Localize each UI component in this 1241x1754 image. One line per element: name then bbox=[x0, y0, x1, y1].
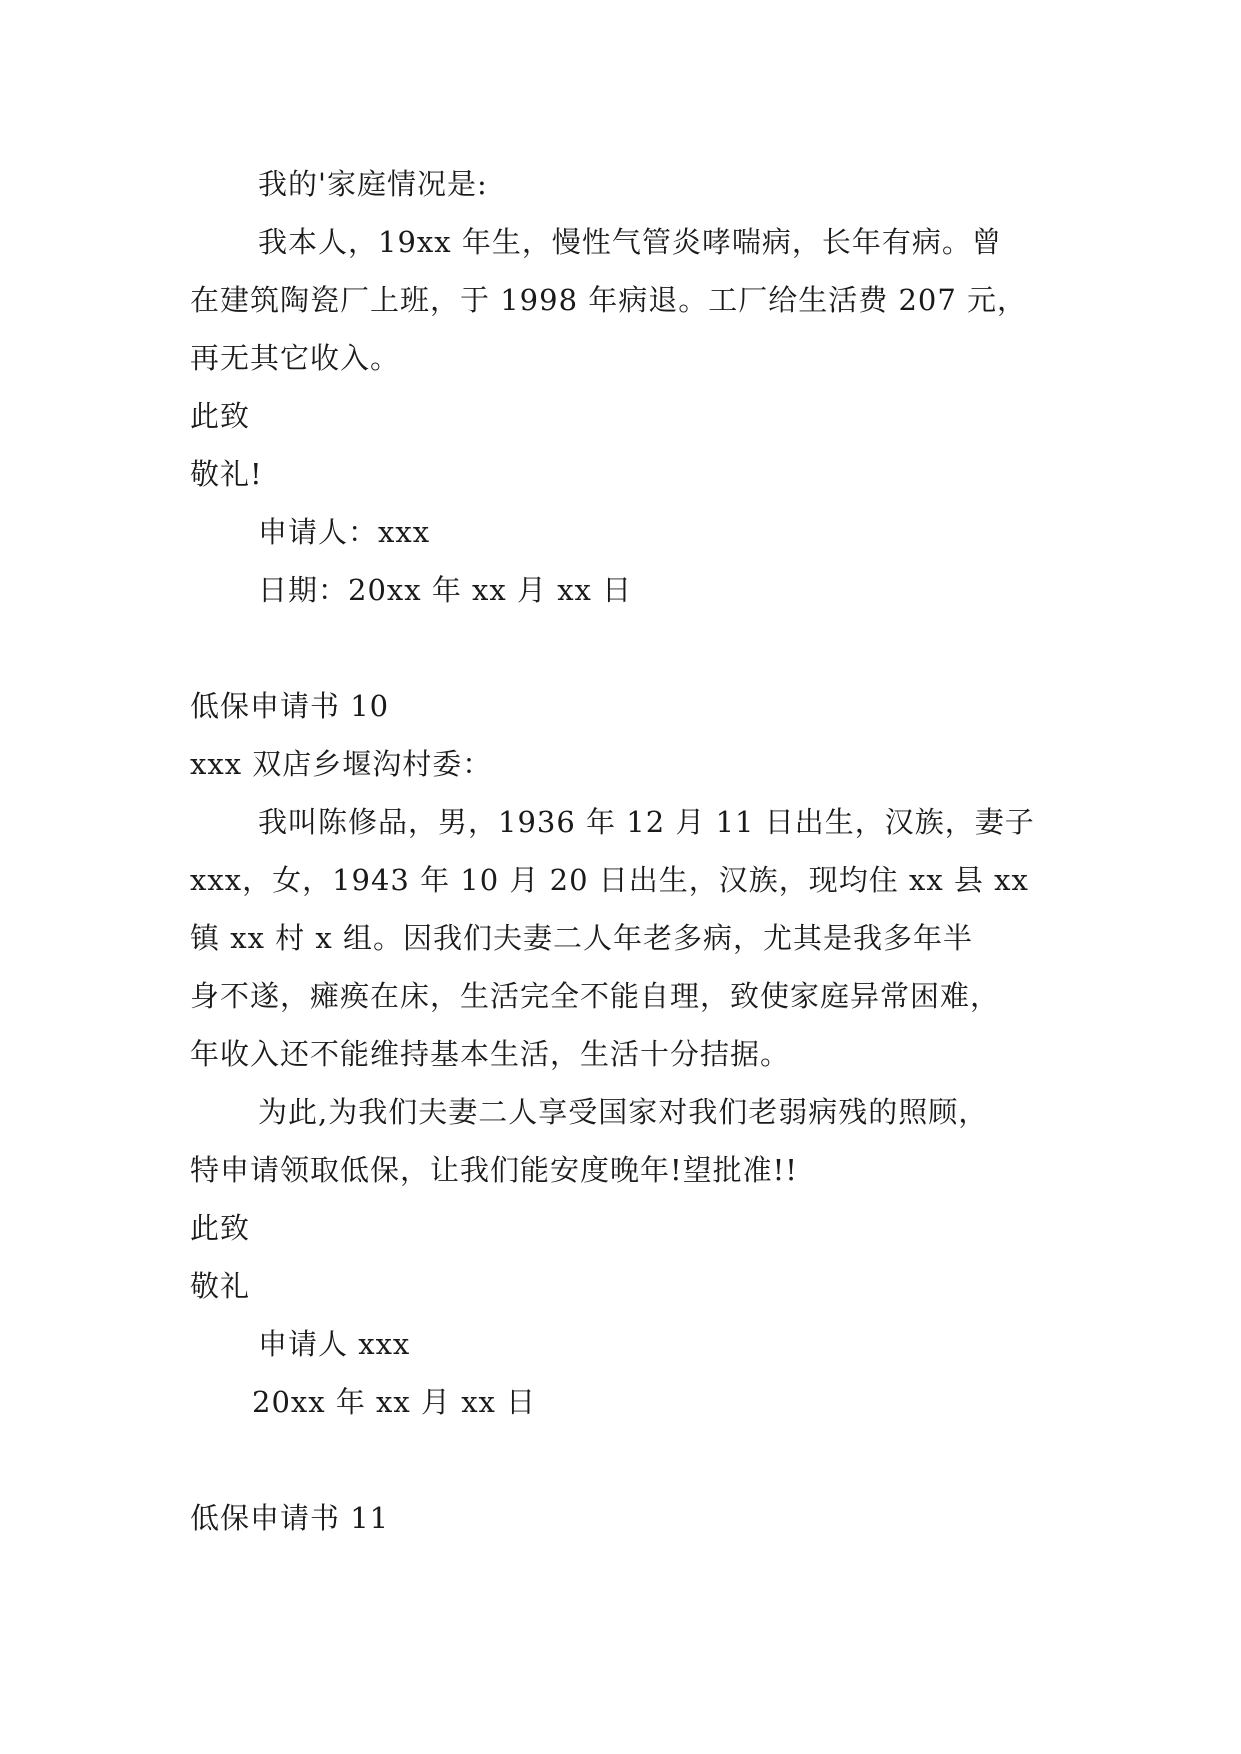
body-line: 为此,为我们夫妻二人享受国家对我们老弱病残的照顾， bbox=[258, 1095, 989, 1129]
body-line: xxx，女，1943 年 10 月 20 日出生，汉族，现均住 xx 县 xx bbox=[190, 863, 1029, 897]
body-line: 特申请领取低保，让我们能安度晚年!望批准!! bbox=[190, 1153, 798, 1187]
letter-title: 低保申请书 10 bbox=[190, 689, 390, 723]
addressee-line: xxx 双店乡堰沟村委： bbox=[190, 747, 493, 781]
letter-title: 低保申请书 11 bbox=[190, 1501, 390, 1535]
closing-line: 此致 bbox=[190, 1211, 251, 1245]
applicant-line: 申请人：xxx bbox=[258, 515, 431, 549]
closing-salutation: 敬礼 bbox=[190, 1269, 251, 1303]
body-line: 镇 xx 村 x 组。因我们夫妻二人年老多病，尤其是我多年半 bbox=[190, 921, 973, 955]
family-intro: 我的'家庭情况是: bbox=[258, 167, 488, 201]
applicant-line: 申请人 xxx bbox=[258, 1327, 411, 1361]
body-line: 身不遂，瘫痪在床，生活完全不能自理，致使家庭异常困难， bbox=[190, 979, 1001, 1013]
body-line: 年收入还不能维持基本生活，生活十分拮据。 bbox=[190, 1037, 791, 1071]
body-line: 在建筑陶瓷厂上班，于 1998 年病退。工厂给生活费 207 元， bbox=[190, 283, 1028, 317]
body-line: 我本人，19xx 年生，慢性气管炎哮喘病，长年有病。曾 bbox=[258, 225, 1002, 259]
date-line: 20xx 年 xx 月 xx 日 bbox=[252, 1385, 537, 1419]
body-line: 我叫陈修品，男，1936 年 12 月 11 日出生，汉族，妻子 bbox=[258, 805, 1035, 839]
closing-line: 此致 bbox=[190, 399, 251, 433]
date-line: 日期：20xx 年 xx 月 xx 日 bbox=[258, 573, 633, 607]
body-line: 再无其它收入。 bbox=[190, 341, 401, 375]
closing-salutation: 敬礼! bbox=[190, 457, 263, 491]
